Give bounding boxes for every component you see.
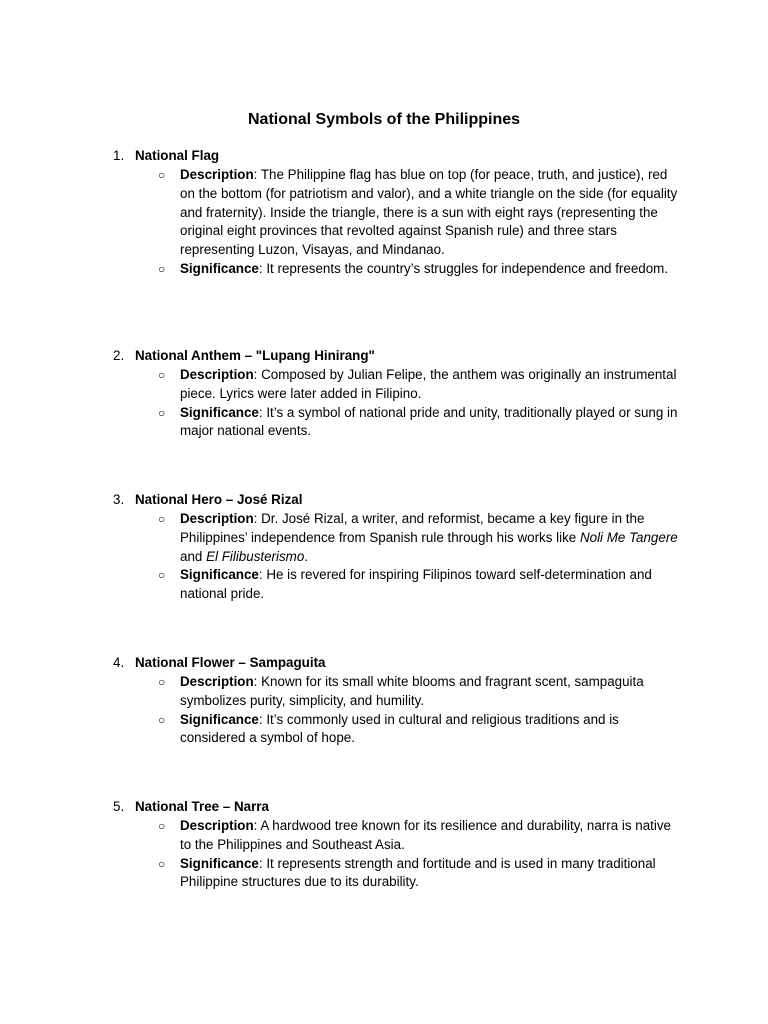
list-item-national-anthem: [113, 347, 683, 441]
item-title: National Tree – Narra: [135, 799, 269, 814]
hollow-circle-bullet-icon: ○: [158, 675, 166, 689]
description-bullet: [113, 817, 680, 855]
description-text: : The Philippine flag has blue on top (for peace, truth, and justice), red on the bottom (for patriotism and valor), and a white triangle on the side (for equality and fraternity). Inside the triangle, there is a sun with eight rays (representing the original eight provinces that revolted against Spanish rule) and three stars representing Luzon, Visayas, and Mindanao.: [180, 167, 678, 258]
item-number: 3.: [113, 492, 125, 507]
significance-text: : It represents the country’s struggles for independence and freedom.: [258, 260, 669, 276]
hollow-circle-bullet-icon: ○: [158, 168, 166, 182]
description-text: : A hardwood tree known for its resilience and durability, narra is native to the Philippines and Southeast Asia.: [180, 818, 671, 852]
description-label: Description: [180, 367, 254, 382]
significance-text: : He is revered for inspiring Filipinos toward self-determination and national pride.: [180, 567, 652, 602]
hollow-circle-bullet-icon: ○: [158, 856, 166, 871]
significance-bullet: [113, 855, 680, 893]
description-label: Description: [180, 818, 254, 833]
description-text: .: [304, 548, 309, 564]
list-item-national-flag: [113, 147, 683, 279]
list-item-national-flower: [113, 654, 683, 748]
description-bullet: [113, 166, 680, 260]
document-title: National Symbols of the Philippines: [247, 111, 521, 128]
significance-label: Significance: [180, 711, 259, 727]
significance-label: Significance: [180, 260, 259, 276]
description-bullet: [113, 510, 680, 566]
hollow-circle-bullet-icon: ○: [158, 405, 166, 420]
hollow-circle-bullet-icon: ○: [158, 568, 166, 583]
list-item-national-hero: [113, 491, 683, 604]
hollow-circle-bullet-icon: ○: [158, 712, 166, 727]
item-number: 4.: [113, 655, 125, 670]
significance-text: : It represents strength and fortitude and is used in many traditional Philippine structures due to its durability.: [180, 855, 656, 890]
significance-text: : It’s a symbol of national pride and unity, traditionally played or sung in major national events.: [180, 404, 678, 439]
literary-work-title: El Filibusterismo: [206, 548, 305, 564]
significance-label: Significance: [180, 855, 259, 871]
description-bullet: [113, 673, 680, 711]
literary-work-title: Noli Me Tangere: [579, 529, 678, 545]
description-text: and: [180, 548, 207, 564]
item-number: 5.: [113, 799, 125, 814]
item-title: National Anthem – "Lupang Hinirang": [135, 348, 375, 363]
item-number: 2.: [113, 348, 125, 363]
description-text: : Dr. José Rizal, a writer, and reformist, became a key figure in the Philippines’ independence from Spanish rule through his works like: [180, 511, 645, 545]
hollow-circle-bullet-icon: ○: [158, 261, 166, 276]
significance-bullet: [113, 260, 680, 279]
significance-text: : It’s commonly used in cultural and religious traditions and is considered a symbol of hope.: [180, 711, 619, 746]
item-number: 1.: [113, 148, 125, 163]
significance-bullet: [113, 566, 680, 604]
significance-label: Significance: [180, 404, 259, 420]
item-title: National Flower – Sampaguita: [135, 655, 326, 670]
significance-bullet: [113, 711, 680, 749]
significance-bullet: [113, 404, 680, 442]
hollow-circle-bullet-icon: ○: [158, 512, 166, 526]
item-title: National Hero – José Rizal: [135, 492, 303, 507]
description-text: : Known for its small white blooms and fragrant scent, sampaguita symbolizes purity, simplicity, and humility.: [180, 674, 644, 708]
list-item-national-tree: [113, 798, 683, 892]
significance-label: Significance: [180, 567, 259, 583]
description-label: Description: [180, 167, 254, 182]
description-bullet: [113, 366, 680, 404]
description-label: Description: [180, 511, 254, 526]
description-text: : Composed by Julian Felipe, the anthem was originally an instrumental piece. Lyrics were later added in Filipino.: [180, 367, 677, 401]
item-title: National Flag: [135, 148, 220, 163]
description-label: Description: [180, 674, 254, 689]
hollow-circle-bullet-icon: ○: [158, 368, 166, 382]
hollow-circle-bullet-icon: ○: [158, 819, 166, 833]
